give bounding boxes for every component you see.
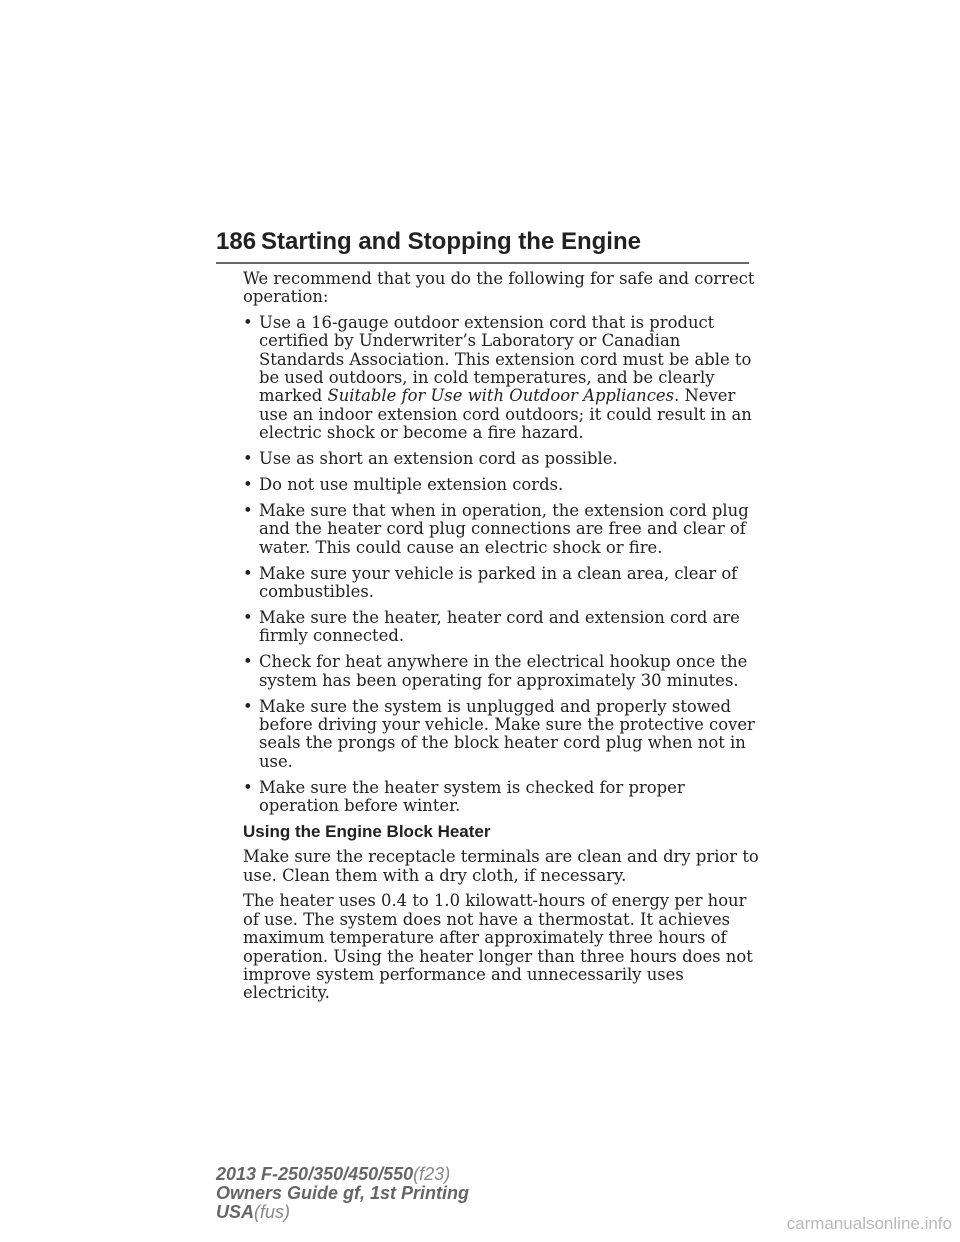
page-title: Starting and Stopping the Engine	[261, 228, 641, 255]
list-item-text: Make sure the heater, heater cord and extension cord are firmly connected.	[259, 608, 740, 646]
list-item-text: Do not use multiple extension cords.	[259, 475, 564, 495]
page-number: 186	[216, 228, 257, 255]
bullet-icon: •	[243, 563, 253, 583]
list-item	[243, 450, 763, 468]
list-item-text-start: Use a 16-gauge outdoor extension cord that is product certified by Underwriter’s Laboratory or Canadian Standards Association. This extension cord must be able to be used outdoors, in cold temperatures, and be clearly marked	[259, 312, 752, 406]
list-item	[243, 698, 763, 772]
list-item-text: Make sure your vehicle is parked in a clean area, clear of combustibles.	[259, 563, 738, 602]
section-paragraph: The heater uses 0.4 to 1.0 kilowatt-hours of energy per hour of use. The system does not have a thermostat. It achieves maximum temperature after approximately three hours of operation. Using the heater longer than three hours does not improve system performance and unnecessarily uses electricity.	[243, 891, 753, 1003]
list-item-emphasis: Suitable for Use with Outdoor Appliances	[327, 386, 675, 406]
section-heading: Using the Engine Block Heater	[243, 822, 491, 842]
footer-line-guide: Owners Guide gf, 1st Printing	[216, 1183, 470, 1203]
section-paragraph: Make sure the receptacle terminals are clean and dry prior to use. Clean them with a dry cloth, if necessary.	[243, 847, 759, 885]
bullet-icon: •	[243, 449, 253, 469]
list-item-text: Make sure the system is unplugged and properly stowed before driving your vehicle. Make sure the protective cover seals the prongs of the block heater cord plug when not in use.	[259, 696, 755, 771]
list-item	[243, 779, 763, 816]
footer-model: 2013 F-250/350/450/550	[216, 1164, 414, 1184]
bullet-icon: •	[243, 696, 253, 716]
list-item	[243, 476, 763, 494]
footer-region-code: (fus)	[254, 1202, 291, 1222]
bullet-icon: •	[243, 652, 253, 672]
list-item-text: Make sure the heater system is checked for proper operation before winter.	[259, 777, 685, 816]
watermark: carmanualsonline.info	[786, 1214, 952, 1233]
list-item-text-end: . Never use an indoor extension cord outdoors; it could result in an electric shock or become a fire hazard.	[259, 386, 752, 443]
bullet-icon: •	[243, 777, 253, 797]
list-item-text: Make sure that when in operation, the extension cord plug and the heater cord plug connections are free and clear of water. This could cause an electric shock or fire.	[259, 500, 749, 557]
list-item	[243, 502, 763, 557]
bullet-icon: •	[243, 608, 253, 627]
footer-model-code: (f23)	[413, 1164, 451, 1184]
bullet-icon: •	[243, 500, 253, 520]
footer-region: USA	[216, 1202, 255, 1222]
bullet-icon: •	[243, 312, 253, 332]
list-item	[243, 609, 763, 646]
footer-line-region	[216, 1203, 469, 1222]
recommendation-list	[243, 314, 763, 816]
list-item-text: Check for heat anywhere in the electrical hookup once the system has been operating for approximately 30 minutes.	[259, 652, 748, 690]
intro-paragraph: We recommend that you do the following for safe and correct operation:	[243, 269, 755, 307]
list-item	[243, 314, 763, 443]
body-content	[243, 270, 763, 1010]
bullet-icon: •	[243, 475, 253, 495]
list-item	[243, 653, 763, 690]
list-item-text: Use as short an extension cord as possible.	[259, 449, 618, 469]
list-item	[243, 565, 763, 602]
page-header	[216, 228, 749, 264]
print-footer	[216, 1165, 469, 1222]
footer-line-model	[216, 1165, 469, 1184]
